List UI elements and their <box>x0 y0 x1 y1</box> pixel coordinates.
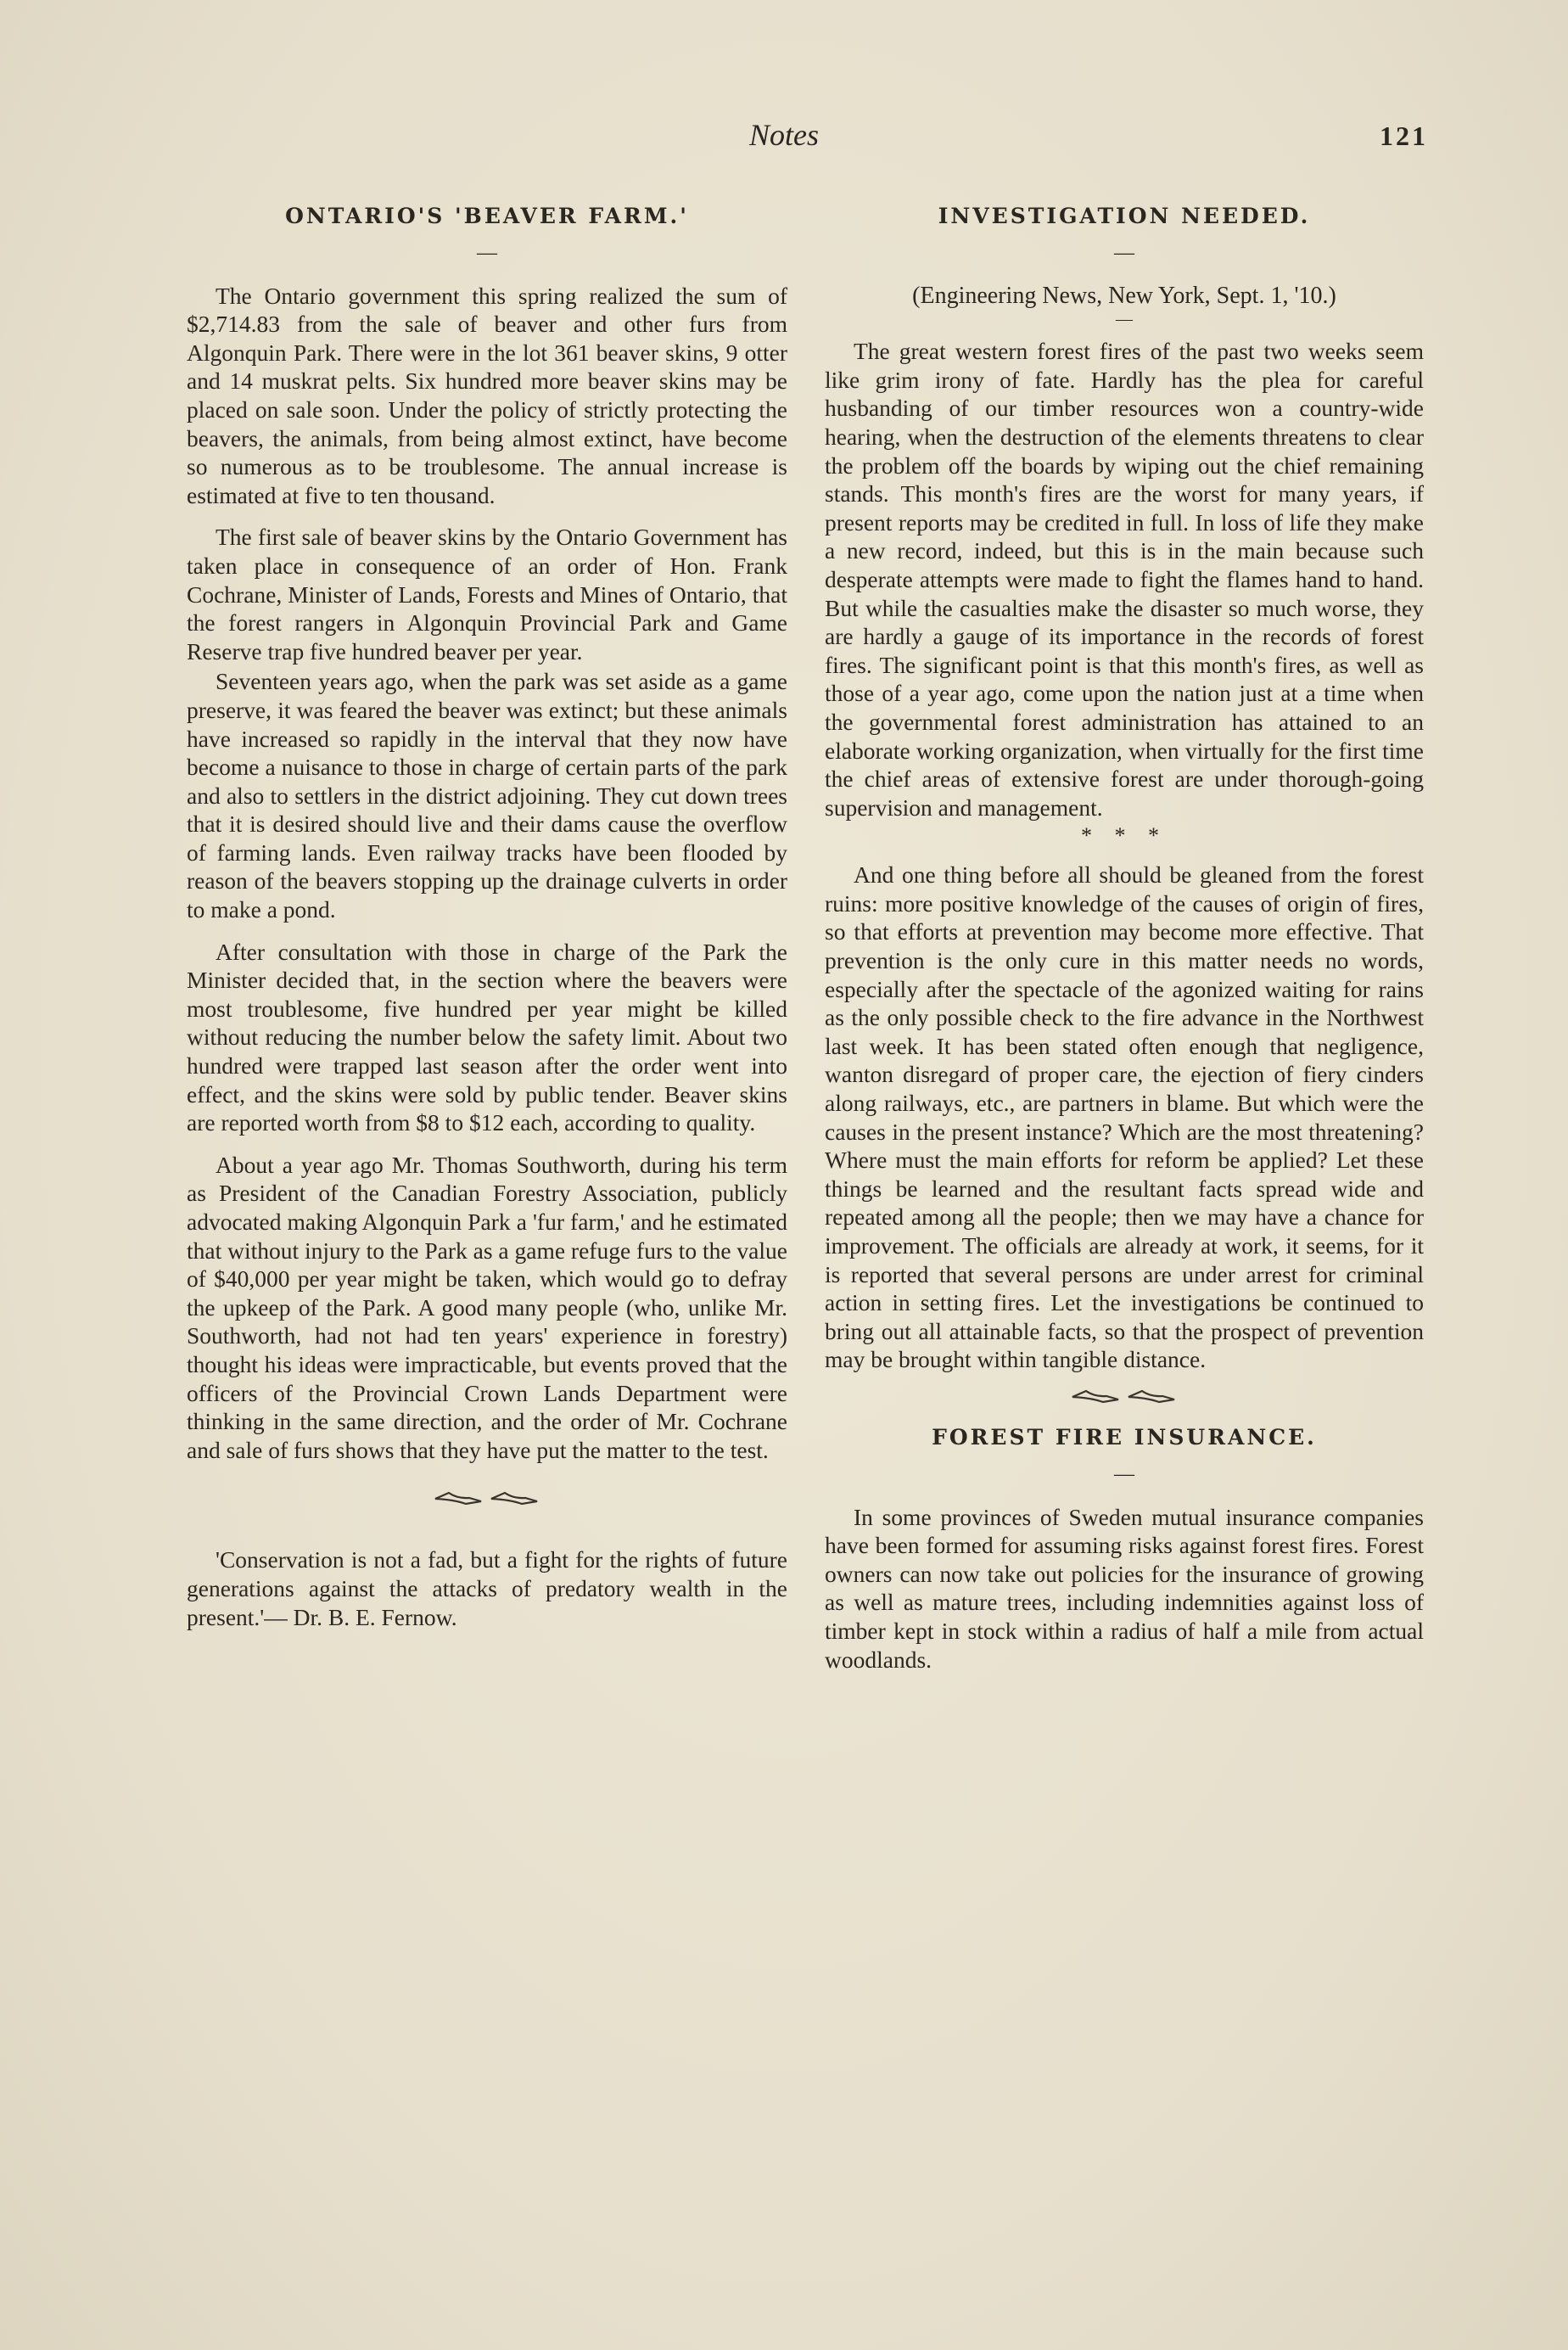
source-citation: (Engineering News, New York, Sept. 1, '10.) <box>912 282 1336 309</box>
heading-dash: — <box>1114 241 1134 264</box>
citation-dash: — <box>1116 310 1133 329</box>
paragraph: After consultation with those in charge of the Park the Minister decided that, in the section where the beavers were most troublesome, five hundred per year might be killed without reducing the number below the safety limit. About two hundred were trapped last season after the order went into effect, and the skins were sold by public tender. Beaver skins are reported worth from $8 to $12 each, according to quality. <box>187 938 787 1136</box>
right-column <box>825 202 1424 1687</box>
running-head <box>0 117 1568 160</box>
page-number: 121 <box>1380 121 1428 151</box>
paragraph: The Ontario government this spring realized the sum of $2,714.83 from the sale of beaver and other furs from Algonquin Park. There were in the lot 361 beaver skins, 9 otter and 14 muskrat pelts. Six hundred more beaver skins may be placed on sale soon. Under the policy of strictly protecting the beavers, the animals, from being almost extinct, have become so numerous as to be troublesome. The annual increase is estimated at five to ten thousand. <box>187 282 787 508</box>
ornament-icon <box>1069 1388 1179 1406</box>
paragraph: About a year ago Mr. Thomas Southworth, during his term as President of the Canadian Forestry Association, publicly advocated making Algonquin Park a 'fur farm,' and he estimated that without injury to the Park as a game refuge furs to the value of $40,000 per year might be taken, which would go to defray the upkeep of the Park. A good many people (who, unlike Mr. Southworth, had not had ten years' experience in forestry) thought his ideas were impracticable, but events proved that the officers of the Provincial Crown Lands Department were thinking in the same direction, and the order of Mr. Cochrane and sale of furs shows that they have put the matter to the test. <box>187 1151 787 1463</box>
ornament-icon <box>432 1489 542 1508</box>
article-heading-fire-insurance: FOREST FIRE INSURANCE. <box>932 1424 1317 1450</box>
paragraph: The first sale of beaver skins by the Ontario Government has taken place in consequence of an order of Hon. Frank Cochrane, Minister of Lands, Forests and Mines of Ontario, that the forest rangers in Algonquin Provincial Park and Game Reserve trap five hundred beaver per year. <box>187 524 787 665</box>
article-heading-investigation: INVESTIGATION NEEDED. <box>938 204 1311 228</box>
article-heading-beaver-farm: ONTARIO'S 'BEAVER FARM.' <box>285 204 689 228</box>
heading-dash: — <box>477 241 497 264</box>
section-stars: * * * <box>1081 823 1168 849</box>
paragraph: In some provinces of Sweden mutual insurance companies have been formed for assuming risks against forest fires. Forest owners can now take out policies for the insurance of growing as well as mature trees, including indemnities against loss of timber kept in stock within a radius of half a mile from actual woodlands. <box>825 1503 1424 1673</box>
paragraph: The great western forest fires of the past two weeks seem like grim irony of fate. Hardly has the plea for careful husbanding of our timber resources won a country-wide hearing, when the destruction of the elements threatens to clear the problem off the boards by wiping out the chief remaining stands. This month's fires are the worst for many years, if present reports may be credited in full. In loss of life they make a new record, indeed, but this is in the main because such desperate attempts were made to fight the flames hand to hand. But while the casualties make the disaster so much worse, they are hardly a gauge of its importance in the records of forest fires. The significant point is that this month's fires, as well as those of a year ago, come upon the nation just at a time when the governmental forest administration has attained to an elaborate working organization, when virtually for the first time the chief areas of extensive forest are under thorough-going supervision and management. <box>825 338 1424 821</box>
paragraph: And one thing before all should be gleaned from the forest ruins: more positive knowledge of the causes of origin of fires, so that efforts at prevention may become more effective. That prevention is the only cure in this matter needs no words, especially after the spectacle of the agonized waiting for rains as the only possible check to the fire advance in the Northwest last week. It has been stated often enough that negligence, wanton disregard of proper care, the ejection of fiery cinders along railways, etc., are partners in blame. But which were the causes in the present instance? Which are the most threatening? Where must the main efforts for reform be applied? Let these things be learned and the resultant facts spread wide and repeated among all the people; then we may have a chance for improvement. The officials are already at work, it seems, for it is reported that several persons are under arrest for criminal action in setting fires. Let the investigations be continued to bring out all attainable facts, so that the prospect of prevention may be brought within tangible distance. <box>825 861 1424 1373</box>
running-head-title: Notes <box>748 118 819 152</box>
paragraph: Seventeen years ago, when the park was set aside as a game preserve, it was feared the beaver was extinct; but these animals have increased so rapidly in the interval that they now have become a nuisance to those in charge of certain parts of the park and also to settlers in the district adjoining. They cut down trees that it is desired should live and their dams cause the overflow of farming lands. Even railway tracks have been flooded by reason of the beavers stopping up the drainage culverts in order to make a pond. <box>187 668 787 923</box>
heading-dash: — <box>1114 1462 1134 1485</box>
left-column <box>187 202 787 1645</box>
fernow-quote: 'Conservation is not a fad, but a fight for the rights of future generations against the attacks of predatory wealth in the present.'— Dr. B. E. Fernow. <box>187 1546 787 1630</box>
